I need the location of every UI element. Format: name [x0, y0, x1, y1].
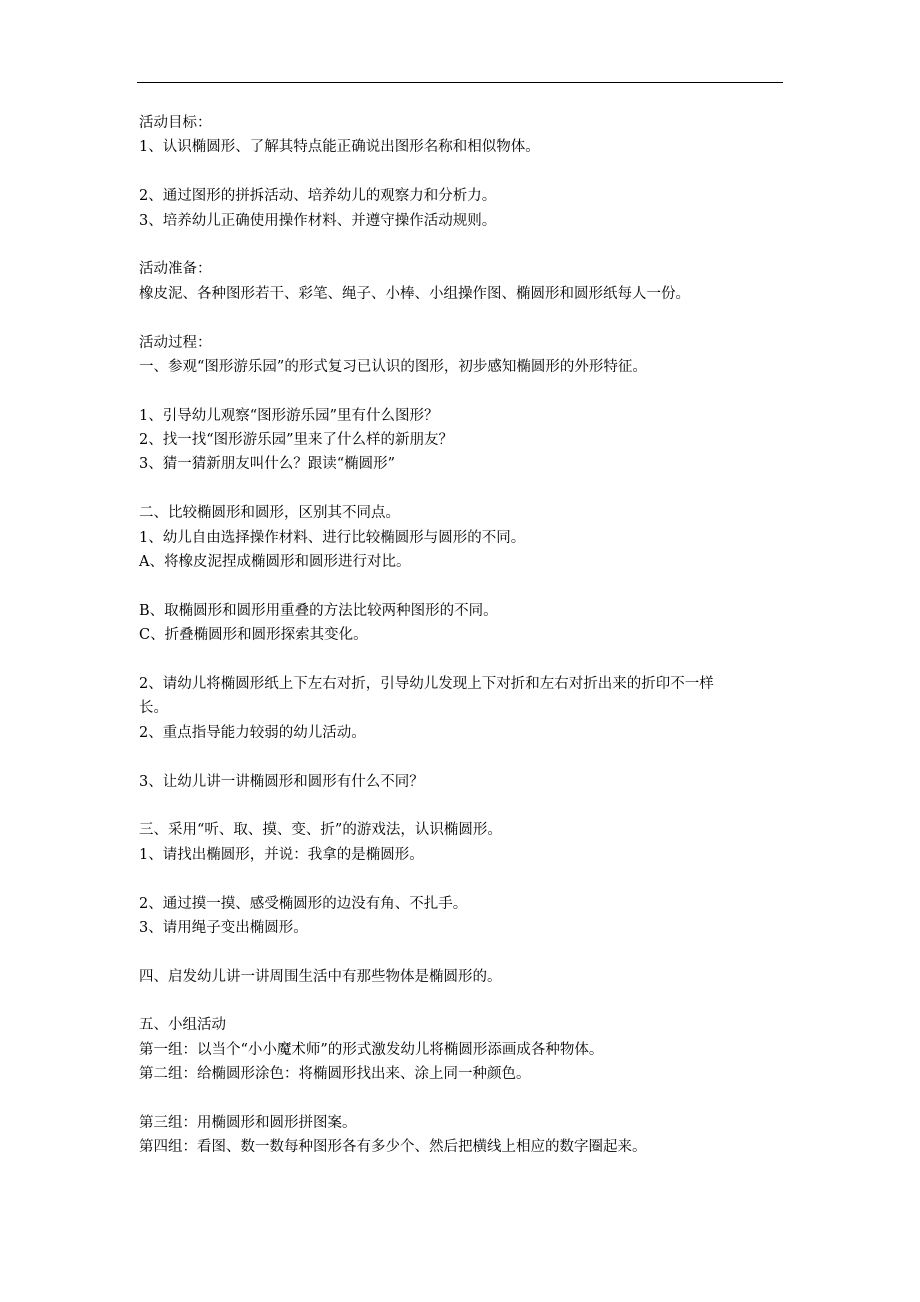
- process-item: 2、通过摸一摸、感受椭圆形的边没有角、不扎手。: [139, 895, 468, 912]
- document-body: [139, 111, 785, 1160]
- objective-line: 3、培养幼儿正确使用操作材料、并遵守操作活动规则。: [139, 212, 497, 229]
- process-item: 2、重点指导能力较弱的幼儿活动。: [139, 724, 366, 741]
- blank-line: [139, 1087, 785, 1111]
- blank-line: [139, 867, 785, 891]
- process-item: 2、找一找“图形游乐园”里来了什么样的新朋友？: [139, 432, 454, 449]
- blank-line: [139, 940, 785, 964]
- group-activity-item: 第四组：看图、数一数每种图形各有多少个、然后把横线上相应的数字圈起来。: [139, 1139, 647, 1156]
- blank-line: [139, 379, 785, 403]
- blank-line: [139, 477, 785, 501]
- process-step-heading: 一、参观“图形游乐园”的形式复习已认识的图形，初步感知椭圆形的外形特征。: [139, 358, 647, 375]
- blank-line: [139, 745, 785, 769]
- process-item: 3、让幼儿讲一讲椭圆形和圆形有什么不同？: [139, 773, 424, 790]
- process-item: 1、引导幼儿观察“图形游乐园”里有什么图形？: [139, 407, 439, 424]
- process-step-heading: 三、采用“听、取、摸、变、折”的游戏法，认识椭圆形。: [139, 822, 502, 839]
- process-item: 3、猜一猜新朋友叫什么？跟读“椭圆形”: [139, 456, 396, 473]
- process-item: B、取椭圆形和圆形用重叠的方法比较两种图形的不同。: [139, 602, 498, 619]
- objective-line: 1、认识椭圆形、了解其特点能正确说出图形名称和相似物体。: [139, 139, 540, 156]
- blank-line: [139, 574, 785, 598]
- group-activity-item: 第三组：用椭圆形和圆形拼图案。: [139, 1115, 357, 1132]
- blank-line: [139, 989, 785, 1013]
- section-heading-process: 活动过程：: [139, 334, 212, 351]
- process-item-continuation: 长。: [139, 700, 168, 717]
- group-activity-item: 第一组：以当个“小小魔术师”的形式激发幼儿将椭圆形添画成各种物体。: [139, 1041, 604, 1058]
- process-item: 3、请用绳子变出椭圆形。: [139, 919, 308, 936]
- process-step-heading: 四、启发幼儿讲一讲周围生活中有那些物体是椭圆形的。: [139, 968, 502, 985]
- blank-line: [139, 160, 785, 184]
- process-item: 1、幼儿自由选择操作材料、进行比较椭圆形与圆形的不同。: [139, 529, 526, 546]
- section-heading-objectives: 活动目标：: [139, 115, 212, 131]
- process-item: A、将橡皮泥捏成椭圆形和圆形进行对比。: [139, 554, 411, 571]
- objective-line: 2、通过图形的拼拆活动、培养幼儿的观察力和分析力。: [139, 188, 497, 205]
- header-rule: [137, 82, 783, 83]
- blank-line: [139, 233, 785, 257]
- process-item: 1、请找出椭圆形，并说：我拿的是椭圆形。: [139, 846, 424, 863]
- blank-line: [139, 794, 785, 818]
- process-item: 2、请幼儿将椭圆形纸上下左右对折，引导幼儿发现上下对折和左右对折出来的折印不一样: [139, 675, 714, 692]
- process-step-heading: 二、比较椭圆形和圆形，区别其不同点。: [139, 505, 400, 522]
- process-step-heading: 五、小组活动: [139, 1017, 226, 1034]
- preparation-line: 橡皮泥、各种图形若干、彩笔、绳子、小棒、小组操作图、椭圆形和圆形纸每人一份。: [139, 285, 690, 302]
- blank-line: [139, 648, 785, 672]
- blank-line: [139, 306, 785, 330]
- group-activity-item: 第二组：给椭圆形涂色：将椭圆形找出来、涂上同一种颜色。: [139, 1066, 531, 1083]
- process-item: C、折叠椭圆形和圆形探索其变化。: [139, 627, 368, 644]
- section-heading-preparation: 活动准备：: [139, 261, 212, 278]
